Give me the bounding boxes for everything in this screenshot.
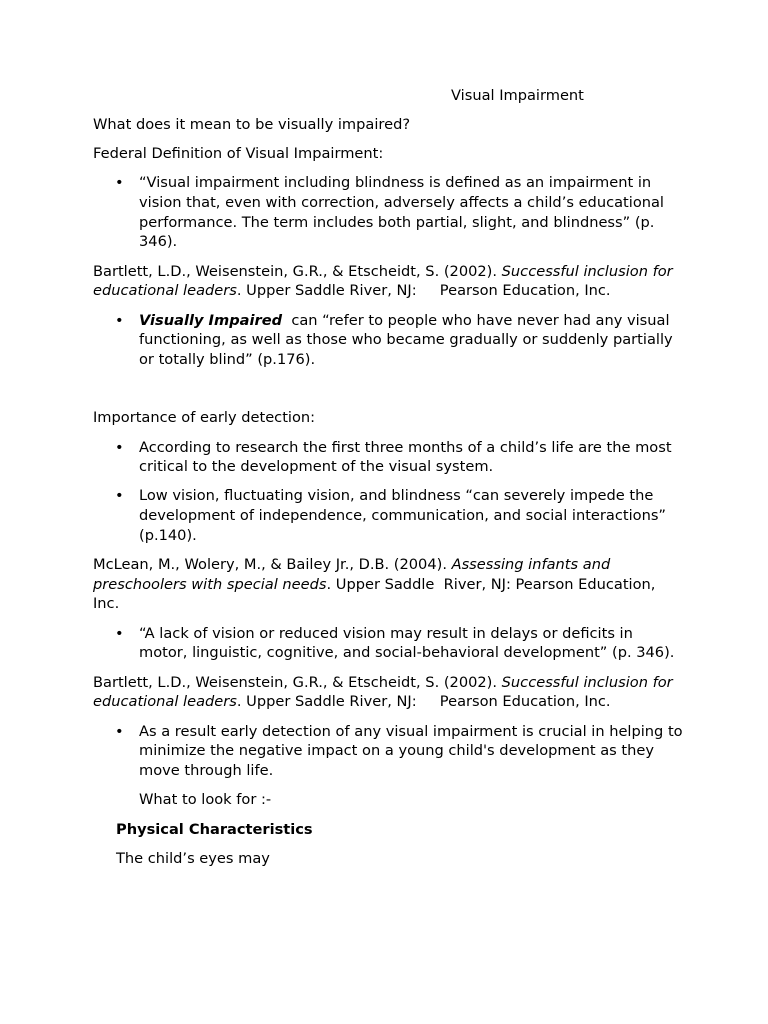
early-detection-list	[93, 438, 683, 546]
visually-impaired-text: can “refer to people who have never had any visual functioning, as well as those who became gradually or suddenly partially or totally blind” (p.176).	[139, 311, 678, 368]
eyes-may-line: The child’s eyes may	[116, 849, 270, 867]
bullet-glyph: •	[115, 487, 124, 505]
citation-title: Successful inclusion for educational leaders	[93, 673, 673, 711]
list-item	[93, 438, 683, 477]
blank-line	[93, 379, 683, 408]
list-item	[93, 486, 683, 545]
federal-heading: Federal Definition of Visual Impairment:	[93, 144, 384, 162]
visually-impaired-term: Visually Impaired	[139, 311, 283, 329]
lack-quote: “A lack of vision or reduced vision may result in delays or deficits in motor, linguistic, cognitive, and social-behavioral development” (p. 346).	[139, 624, 675, 662]
citation-publisher: . Upper Saddle River, NJ: Pearson Education, Inc.	[236, 693, 611, 711]
result-list	[93, 722, 683, 781]
citation-authors: McLean, M., Wolery, M., & Bailey Jr., D.B. (2004).	[93, 556, 452, 574]
bullet-glyph: •	[115, 722, 124, 740]
citation-authors: Bartlett, L.D., Weisenstein, G.R., & Etscheidt, S. (2002).	[93, 262, 502, 280]
question-line: What does it mean to be visually impaired?	[93, 115, 411, 133]
citation	[93, 262, 683, 301]
list-item	[93, 722, 683, 781]
list-item	[93, 173, 683, 251]
lack-of-vision-list	[93, 624, 683, 663]
bullet-glyph: •	[115, 311, 124, 329]
bullet-glyph: •	[115, 174, 124, 192]
citation-title: Assessing infants and preschoolers with special needs	[93, 556, 611, 593]
bullet-glyph: •	[115, 438, 124, 456]
early-detection-heading: Importance of early detection:	[93, 409, 316, 427]
citation-publisher: . Upper Saddle River, NJ: Pearson Education, Inc.	[236, 282, 611, 300]
result-text: As a result early detection of any visual impairment is crucial in helping to minimize the negative impact on a young child's development as they move through life.	[139, 722, 683, 779]
document-page	[93, 86, 683, 869]
what-to-look-for: What to look for :-	[139, 791, 272, 809]
citation-title: Successful inclusion for educational leaders	[93, 262, 673, 300]
list-item	[93, 311, 683, 370]
citation	[93, 555, 683, 614]
federal-list	[93, 173, 683, 251]
list-item	[93, 624, 683, 663]
citation-authors: Bartlett, L.D., Weisenstein, G.R., & Etscheidt, S. (2002).	[93, 673, 502, 691]
citation-publisher: . Upper Saddle River, NJ: Pearson Education, Inc.	[93, 575, 661, 613]
visually-impaired-list	[93, 311, 683, 370]
bullet-glyph: •	[115, 624, 124, 642]
physical-characteristics-heading: Physical Characteristics	[116, 820, 313, 838]
federal-quote: “Visual impairment including blindness is defined as an impairment in vision that, even with correction, adversely affects a child’s educational performance. The term includes both partial, slight, and blindness” (p. 346).	[139, 174, 664, 251]
document-title: Visual Impairment	[451, 87, 584, 104]
citation	[93, 673, 683, 712]
early-bullet-text: According to research the first three months of a child’s life are the most critical to the development of the visual system.	[139, 438, 672, 476]
early-bullet-text: Low vision, fluctuating vision, and blindness “can severely impede the development of independence, communication, and social interactions” (p.140).	[139, 487, 666, 544]
